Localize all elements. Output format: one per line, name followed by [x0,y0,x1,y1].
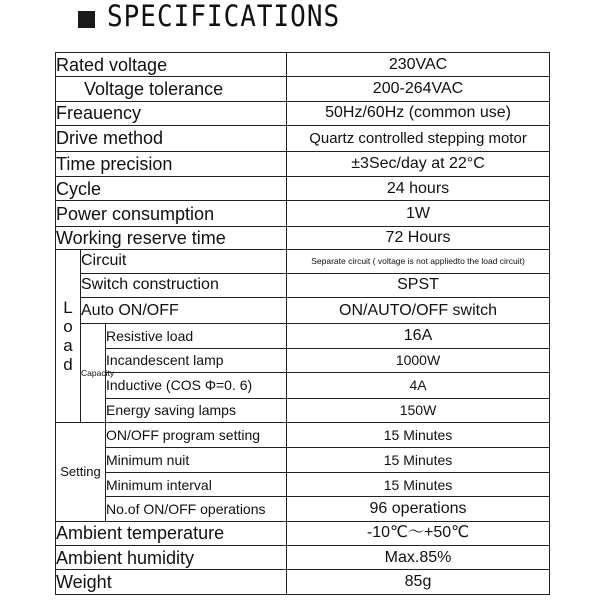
inductive-value: 4A [287,373,550,398]
time-precision-label: Time precision [56,151,287,176]
table-row [56,373,550,398]
power-consumption-label: Power consumption [56,201,287,226]
minimum-nuit-label: Minimum nuit [106,448,287,472]
table-row [56,472,550,496]
heading [78,2,340,32]
voltage-tolerance-value: 200-264VAC [287,77,550,101]
program-setting-value: 15 Minutes [287,423,550,448]
table-row [56,77,550,101]
table-row [56,273,550,297]
table-row [56,521,550,545]
incandescent-lamp-value: 1000W [287,348,550,372]
resistive-load-value: 16A [287,324,550,348]
weight-label: Weight [56,570,287,595]
drive-method-label: Drive method [56,126,287,151]
incandescent-lamp-label: Incandescent lamp [106,348,287,372]
ambient-temperature-label: Ambient temperature [56,521,287,545]
auto-on-off-value: ON/AUTO/OFF switch [287,297,550,323]
minimum-nuit-value: 15 Minutes [287,448,550,472]
power-consumption-value: 1W [287,201,550,226]
circuit-label: Circuit [81,250,287,273]
inductive-label: Inductive (COS Φ=0. 6) [106,373,287,398]
working-reserve-time-value: 72 Hours [287,226,550,249]
cycle-value: 24 hours [287,177,550,201]
ambient-temperature-value: -10℃～+50℃ [287,521,550,545]
table-row [56,101,550,125]
table-row [56,423,550,448]
minimum-interval-value: 15 Minutes [287,472,550,496]
working-reserve-time-label: Working reserve time [56,226,287,249]
table-row [56,448,550,472]
weight-value: 85g [287,570,550,595]
frequency-value: 50Hz/60Hz (common use) [287,101,550,125]
resistive-load-label: Resistive load [106,324,287,348]
square-bullet-icon [78,11,95,28]
table-row [56,151,550,176]
minimum-interval-label: Minimum interval [106,472,287,496]
table-row [56,53,550,77]
table-row [56,570,550,595]
program-setting-label: ON/OFF program setting [106,423,287,448]
table-row [56,226,550,249]
table-row [56,177,550,201]
rated-voltage-value: 230VAC [287,53,550,77]
table-row [56,545,550,569]
operations-value: 96 operations [287,497,550,521]
load-group-label: L o a d [56,250,81,423]
capacity-label: Capacity [81,324,106,423]
table-row [56,297,550,323]
specifications-table [55,52,550,595]
time-precision-value: ±3Sec/day at 22°C [287,151,550,176]
cycle-label: Cycle [56,177,287,201]
table-row [56,324,550,348]
page-title: SPECIFICATIONS [107,0,341,34]
table-row [56,250,550,273]
auto-on-off-label: Auto ON/OFF [81,297,287,323]
circuit-value: Separate circuit ( voltage is not appliedto the load circuit) [287,250,550,273]
ambient-humidity-label: Ambient humidity [56,545,287,569]
drive-method-value: Quartz controlled stepping motor [287,126,550,151]
energy-saving-lamps-label: Energy saving lamps [106,398,287,422]
switch-construction-label: Switch construction [81,273,287,297]
ambient-humidity-value: Max.85% [287,545,550,569]
voltage-tolerance-label: Voltage tolerance [56,77,287,101]
operations-label: No.of ON/OFF operations [106,497,287,521]
switch-construction-value: SPST [287,273,550,297]
table-row [56,348,550,372]
table-row [56,497,550,521]
frequency-label: Freauency [56,101,287,125]
energy-saving-lamps-value: 150W [287,398,550,422]
table-row [56,126,550,151]
setting-group-label: Setting [56,423,106,522]
table-row [56,398,550,422]
rated-voltage-label: Rated voltage [56,53,287,77]
table-row [56,201,550,226]
